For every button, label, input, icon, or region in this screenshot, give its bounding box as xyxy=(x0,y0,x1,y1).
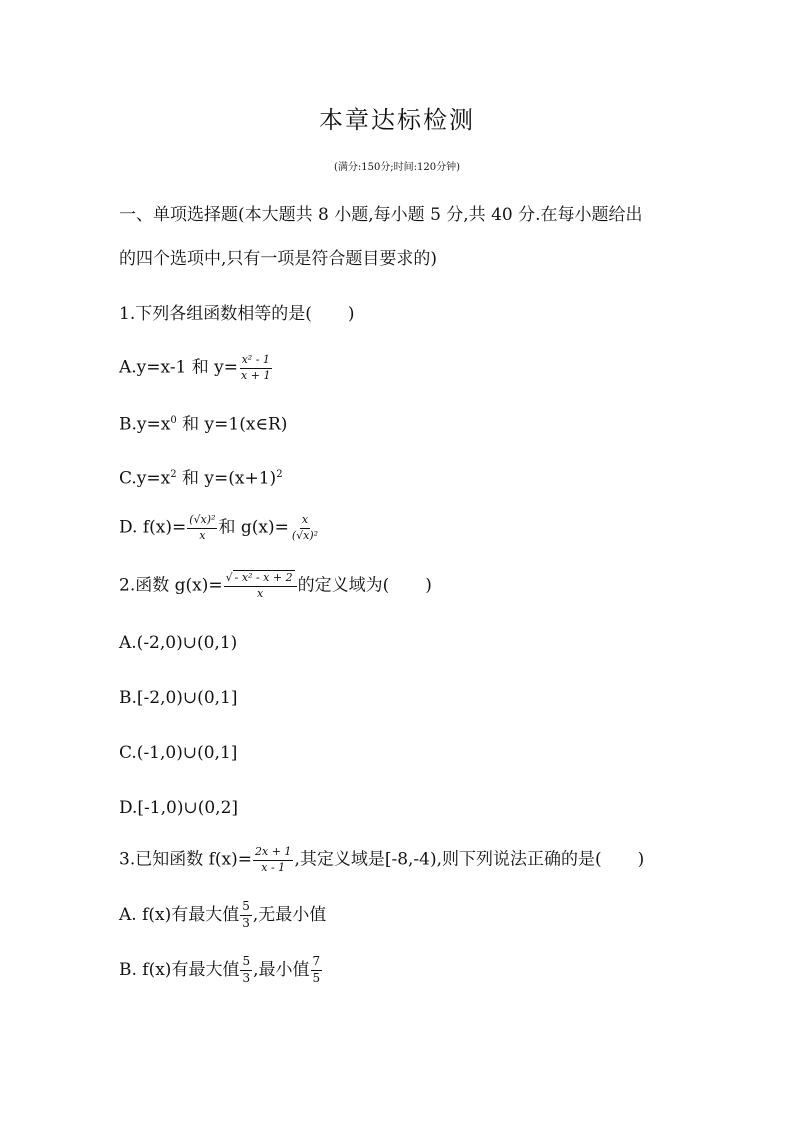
fraction: $\frac{x}{\text{(√x)²}}$ xyxy=(291,513,319,542)
q1-option-a: A.y=x-1 和 y= $\frac{\text{x² - 1}}{x + 1}$ xyxy=(119,353,271,382)
question-1-stem: 1.下列各组函数相等的是( ) xyxy=(119,304,355,324)
q2-option-a: A.(-2,0)∪(0,1) xyxy=(119,633,238,653)
fraction: $\frac{\text{x² - 1}}{x + 1}$ xyxy=(241,353,271,382)
section-instructions-1: (本大题共 8 小题,每小题 5 分,共 40 分.在每小题给出 xyxy=(238,205,643,225)
section-heading: 一、单项选择题 xyxy=(119,205,238,225)
section-heading-line xyxy=(119,207,643,224)
fraction: $\frac{5}{3}$ xyxy=(242,899,250,930)
fraction: $\frac{\text{√ - x² - x + 2}}{x}$ xyxy=(224,572,297,600)
q1-option-d: D. f(x)= $\frac{\text{(√x)²}}{x}$ 和 g(x)= $\frac{x}{\text{(√x)²}}$ xyxy=(119,513,319,542)
question-2-stem: 2.函数 g(x)= $\frac{\text{√ - x² - x + 2}}{x}$ 的定义域为( ) xyxy=(119,571,432,600)
q1-option-b: $B.y=x^0$ 和 y=1(x∈R) xyxy=(119,414,288,435)
q3-option-b: B. f(x)有最大值 $\frac{5}{3}$ ,最小值 $\frac{7}{5}$ xyxy=(119,954,321,985)
q2-option-c: C.(-1,0)∪(0,1] xyxy=(119,743,238,763)
q3-option-a: A. f(x)有最大值 $\frac{5}{3}$ ,无最小值 xyxy=(119,899,327,930)
fraction: $\frac{7}{5}$ xyxy=(312,954,321,985)
q1-option-c: $C.y=x^2$ 和 $y=(x+1)^2$ xyxy=(119,468,283,489)
page-title: 本章达标检测 xyxy=(319,106,475,134)
page-subtitle: (满分:150分;时间:120分钟) xyxy=(333,162,461,173)
section-instructions-2: 的四个选项中,只有一项是符合题目要求的) xyxy=(119,249,438,269)
fraction: $\frac{2x + 1}{x - 1}$ xyxy=(255,845,292,874)
fraction: $\frac{\text{(√x)²}}{x}$ xyxy=(189,513,216,542)
fraction: $\frac{5}{3}$ xyxy=(242,954,251,985)
question-3-stem: 3.已知函数 f(x)= $\frac{2x + 1}{x - 1}$ ,其定义域是[-8,-4),则下列说法正确的是( ) xyxy=(119,845,645,874)
q2-option-d: D.[-1,0)∪(0,2] xyxy=(119,798,239,818)
q2-option-b: B.[-2,0)∪(0,1] xyxy=(119,688,238,708)
